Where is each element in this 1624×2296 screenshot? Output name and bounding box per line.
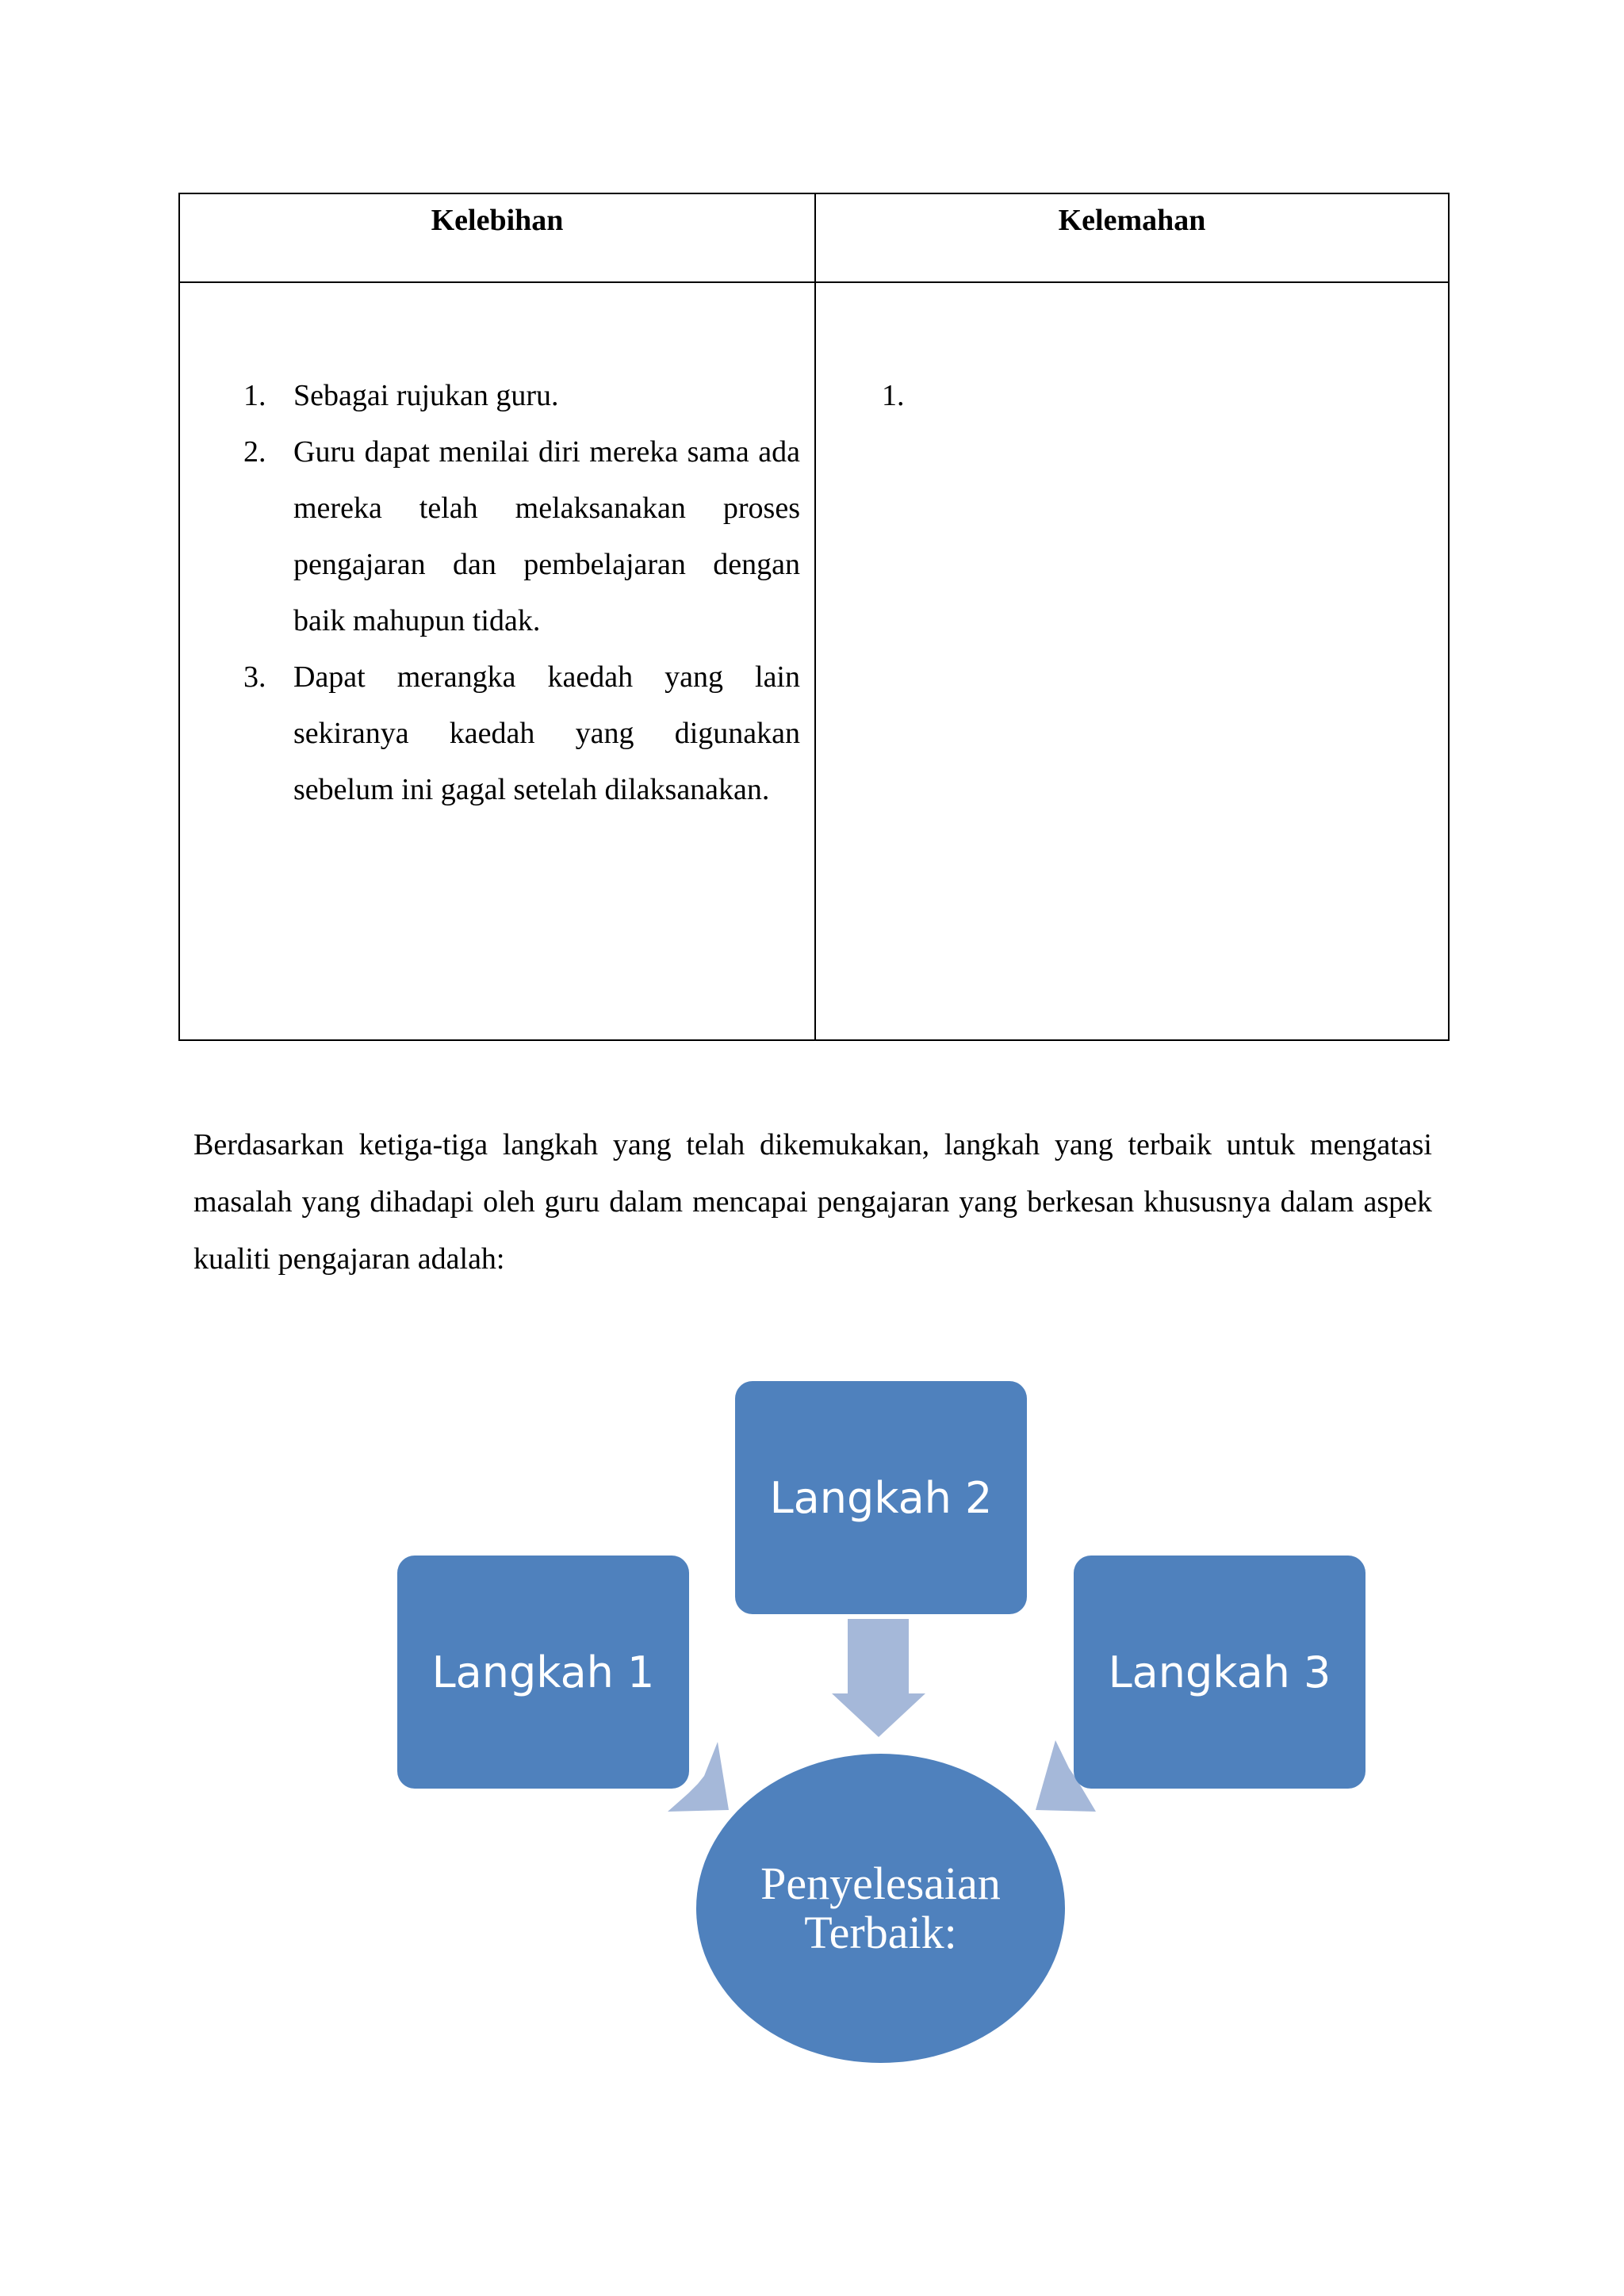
header-kelebihan: Kelebihan <box>179 193 815 282</box>
list-number: 2. <box>243 435 266 469</box>
list-item <box>243 368 800 424</box>
result-ellipse <box>696 1754 1065 2063</box>
step-box-langkah-2: Langkah 2 <box>735 1381 1027 1614</box>
list-number: 1. <box>882 379 905 412</box>
comparison-table <box>178 193 1450 1041</box>
list-number: 1. <box>243 379 266 412</box>
step-box-langkah-1: Langkah 1 <box>397 1556 689 1789</box>
list-text: Dapat merangka kaedah yang lain sekiranya kaedah yang digunakan sebelum ini gagal setelah dilaksanakan. <box>293 660 800 806</box>
arrow-down-icon <box>832 1619 925 1737</box>
list-text: Guru dapat menilai diri mereka sama ada mereka telah melaksanakan proses pengajaran dan pembelajaran dengan baik mahupun tidak. <box>293 435 800 637</box>
header-kelemahan: Kelemahan <box>815 193 1449 282</box>
result-line-2: Terbaik: <box>804 1907 957 1958</box>
list-text <box>932 368 1448 424</box>
list-text: Sebagai rujukan guru. <box>293 379 559 412</box>
list-item <box>243 649 800 818</box>
result-line-1: Penyelesaian <box>760 1858 1001 1909</box>
table-body-row <box>179 282 1449 1040</box>
body-paragraph: Berdasarkan ketiga-tiga langkah yang telah dikemukakan, langkah yang terbaik untuk mengatasi masalah yang dihadapi oleh guru dalam mencapai pengajaran yang berkesan khususnya dalam aspek kualiti pengajaran adalah: <box>193 1128 1432 1276</box>
list-item <box>243 424 800 649</box>
cell-kelebihan <box>179 282 815 1040</box>
kelemahan-list <box>816 283 1448 424</box>
table-header-row <box>179 193 1449 282</box>
step-box-langkah-3: Langkah 3 <box>1074 1556 1365 1789</box>
list-number: 3. <box>243 660 266 694</box>
kelebihan-list <box>180 283 814 818</box>
cell-kelemahan <box>815 282 1449 1040</box>
list-item <box>882 368 1448 424</box>
